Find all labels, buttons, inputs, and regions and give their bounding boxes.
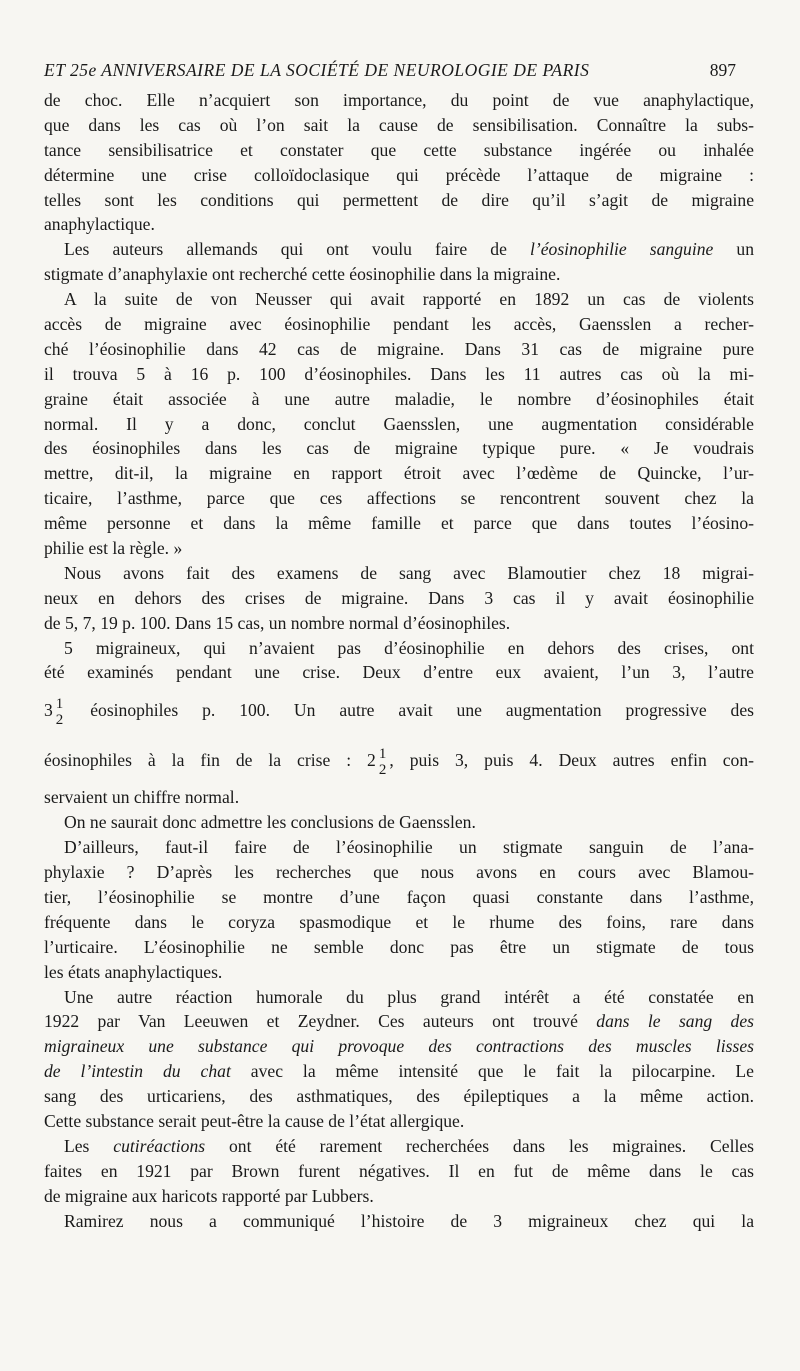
text-line: ché l’éosinophilie dans 42 cas de migraine. Dans 31 cas de migraine pure xyxy=(44,338,754,359)
italic-text: de l’intestin du chat xyxy=(44,1061,231,1082)
italic-text: migraineux une substance qui provoque des contractions des muscles lisses xyxy=(44,1036,754,1057)
text-line: ticaire, l’asthme, parce que ces affections se rencontrent souvent chez la xyxy=(44,488,754,509)
text-line: stigmate d’anaphylaxie ont recherché cette éosinophilie dans la migraine. xyxy=(44,264,561,285)
body-text xyxy=(44,88,754,1233)
text-line: accès de migraine avec éosinophilie pendant les accès, Gaensslen a recher- xyxy=(44,314,754,335)
page-number: 897 xyxy=(709,60,736,80)
text-line: phylaxie ? D’après les recherches que nous avons en cours avec Blamou- xyxy=(44,862,754,883)
text-line: tier, l’éosinophilie se montre d’une façon quasi constante dans l’asthme, xyxy=(44,886,754,907)
text-line xyxy=(44,685,754,735)
text-line: Cette substance serait peut-être la cause de l’état allergique. xyxy=(44,1110,465,1131)
fraction xyxy=(379,746,387,778)
fraction-numerator: 1 xyxy=(378,746,387,763)
text-line: été examinés pendant une crise. Deux d’entre eux avaient, l’un 3, l’autre xyxy=(44,662,754,683)
text-line xyxy=(44,1059,754,1084)
text-line: neux en dehors des crises de migraine. Dans 3 cas il y avait éosinophilie xyxy=(44,587,754,608)
italic-term: l’éosinophilie sanguine xyxy=(529,239,714,260)
text-line: graine était associée à une autre maladie, le nombre d’éosinophiles était xyxy=(44,388,754,409)
text-line: D’ailleurs, faut-il faire de l’éosinophilie un stigmate sanguin de l’ana- xyxy=(64,837,754,858)
text-line: mettre, dit-il, la migraine en rapport étroit avec l’œdème de Quincke, l’ur- xyxy=(44,463,754,484)
text-line: de choc. Elle n’acquiert son importance, du point de vue anaphylactique, xyxy=(44,90,754,110)
text-line: il trouva 5 à 16 p. 100 d’éosinophiles. Dans les 11 autres cas où la mi- xyxy=(44,363,754,384)
text-line: sang des urticariens, des asthmatiques, des épileptiques a la même action. xyxy=(44,1086,754,1107)
text-line: normal. Il y a donc, conclut Gaensslen, une augmentation considérable xyxy=(44,413,754,434)
text-line: de 5, 7, 19 p. 100. Dans 15 cas, un nombre normal d’éosinophiles. xyxy=(44,612,511,633)
text-span: 1922 par Van Leeuwen et Zeydner. Ces auteurs ont trouvé xyxy=(44,1011,597,1032)
text-line: détermine une crise colloïdoclasique qui précède l’attaque de migraine : xyxy=(44,164,754,185)
text-span: éosinophiles à la fin de la crise : 2 xyxy=(44,750,376,771)
text-line: anaphylactique. xyxy=(44,214,155,235)
text-line: les états anaphylactiques. xyxy=(44,961,223,982)
text-span: Les xyxy=(64,1135,114,1156)
text-line: l’urticaire. L’éosinophilie ne semble donc pas être un stigmate de tous xyxy=(44,936,754,957)
text-line xyxy=(44,735,754,785)
text-line xyxy=(44,1134,754,1159)
text-line: 5 migraineux, qui n’avaient pas d’éosinophilie en dehors des crises, ont xyxy=(64,637,754,658)
text-line: philie est la règle. » xyxy=(44,538,183,559)
text-line xyxy=(44,237,754,262)
text-line: telles sont les conditions qui permettent de dire qu’il s’agit de migraine xyxy=(44,189,754,210)
text-line xyxy=(44,1009,754,1034)
text-line: servaient un chiffre normal. xyxy=(44,787,240,808)
running-header xyxy=(44,60,736,81)
text-line: des éosinophiles dans les cas de migraine typique pure. « Je voudrais xyxy=(44,438,754,459)
text-line: A la suite de von Neusser qui avait rapporté en 1892 un cas de violents xyxy=(64,289,754,310)
text-line: de migraine aux haricots rapporté par Lubbers. xyxy=(44,1185,374,1206)
fraction-denominator: 2 xyxy=(378,762,387,779)
text-span: ont été rarement recherchées dans les migraines. Celles xyxy=(205,1135,754,1156)
text-line: On ne saurait donc admettre les conclusions de Gaensslen. xyxy=(64,812,476,833)
text-line: tance sensibilisatrice et constater que cette substance ingérée ou inhalée xyxy=(44,139,754,160)
header-title: ET 25e ANNIVERSAIRE DE LA SOCIÉTÉ DE NEUROLOGIE DE PARIS xyxy=(44,60,590,80)
fraction-denominator: 2 xyxy=(55,712,64,729)
text-line: que dans les cas où l’on sait la cause de sensibilisation. Connaître la subs- xyxy=(44,114,754,135)
text-line: même personne et dans la même famille et parce que dans toutes l’éosino- xyxy=(44,513,754,534)
fraction-numerator: 1 xyxy=(55,696,64,713)
text-line: Une autre réaction humorale du plus grand intérêt a été constatée en xyxy=(64,986,754,1007)
text-line: Nous avons fait des examens de sang avec Blamoutier chez 18 migrai- xyxy=(64,562,754,583)
mixed-number-whole: 3 xyxy=(44,700,53,721)
italic-term: cutiréactions xyxy=(113,1135,206,1156)
text-line: faites en 1921 par Brown furent négatives. Il en fut de même dans le cas xyxy=(44,1160,754,1181)
text-span: Les auteurs allemands qui ont voulu faire de xyxy=(64,239,530,260)
text-span: un xyxy=(713,239,754,260)
fraction xyxy=(56,696,64,728)
text-line xyxy=(44,1034,754,1059)
text-span: éosinophiles p. 100. Un autre avait une augmentation progressive des xyxy=(90,700,754,721)
italic-text: dans le sang des xyxy=(596,1011,754,1032)
text-line: fréquente dans le coryza spasmodique et le rhume des foins, rare dans xyxy=(44,911,754,932)
text-line: Ramirez nous a communiqué l’histoire de 3 migraineux chez qui la xyxy=(64,1210,754,1231)
text-span: , puis 3, puis 4. Deux autres enfin con- xyxy=(389,750,754,771)
text-span: avec la même intensité que le fait la pilocarpine. Le xyxy=(230,1061,754,1082)
